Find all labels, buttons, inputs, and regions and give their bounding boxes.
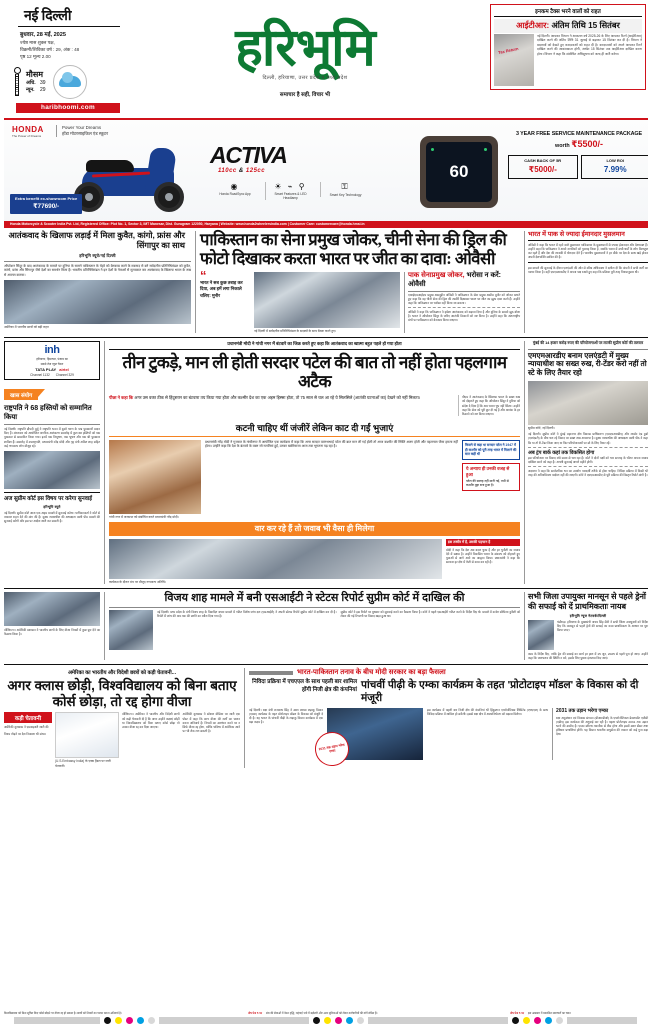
visa-headline: अगर क्लास छोड़ी, विश्वविद्यालय को बिना बताए कोर्स छोड़ा, तो रद्द होगा वीजा	[7, 678, 237, 709]
second-story-boxes	[462, 440, 520, 519]
weather-min-value: 29	[40, 87, 46, 94]
hindu-calendar-line: ज्येष्ठ मास शुक्ल पक्ष,	[20, 40, 55, 45]
supreme-court-photo	[528, 381, 648, 425]
red-box-body: पटेल की सलाह नहीं मानी गई, तभी से कश्मीर मुद्दा बना हुआ है।	[466, 479, 509, 488]
vijay-shah-photo	[109, 610, 153, 650]
vijay-shah-story[interactable]	[104, 592, 520, 660]
smart-key-icon: ⚿	[341, 182, 350, 191]
footer-jump-2[interactable]: शेष पेज 5 पर	[510, 1011, 524, 1015]
second-lead-story[interactable]	[104, 341, 520, 584]
delegation-group-photo	[254, 272, 400, 328]
masthead	[4, 0, 648, 116]
visa-kicker: अमेरिका का भारतीय और विदेशी छात्रों को कड़ी चेतावनी...	[67, 670, 177, 677]
registration-marks	[0, 1017, 652, 1024]
dth-channel-numbers	[7, 373, 97, 377]
footer-jump-1[interactable]: शेष पेज 5 पर	[248, 1011, 262, 1015]
masthead-logo-area	[124, 0, 486, 116]
honda-logo: HONDA The Power of Dreams	[12, 125, 44, 138]
nayab-col2: काम के निर्देश दिए, ताकि ड्रेन की सफाई का कार्य हर हाल में 15 जून, 2025 से पहले पूरा हो जाए। उन्होंने कहा कि जलभराव की स्थिति न बने, इसके लिए पुख्ता इंतजाम किए जाएं।	[528, 652, 648, 661]
amca-headline: पांचवीं पीढ़ी के एम्का कार्यक्रम के तहत 'प्रोटोटाइप मॉडल' के विकास को दी मंजूरी	[361, 679, 639, 704]
red-tag-label: इस तस्वीर में है, उसकी पहचान है	[446, 539, 520, 546]
amca-kicker: निविदा प्रक्रिया में एचएएल के साथ पहली बार शामिल होंगी निजी क्षेत्र की कंपनियां	[252, 679, 357, 693]
tax-return-form-photo	[494, 34, 534, 86]
third-section	[4, 588, 648, 660]
top-story-sub1-body: एआईएमआईएम प्रमुख असदुद्दीन ओवैसी ने पाकिस्तान के सेना प्रमुख असीम मुनीर को जोकर बताते हुए कहा कि वह चीनी सेना की ड्रिल की तस्वीरें दिखाकर भारत पर जीत का झूठा दावा करते हैं। उन्होंने कहा कि पाकिस्तान पर भरोसा नहीं किया जा सकता।	[408, 293, 520, 306]
visa-note1: अमेरिकी दूतावास ने एडवाइजरी जारी की	[4, 725, 49, 730]
airtel-channel: Channel 329	[55, 372, 74, 377]
honda-power-line: Power Your Dreams होंडा मोटरसाइकिल एंड स्कूटर	[56, 125, 108, 137]
ministers-group-photo	[109, 539, 442, 579]
top-story-kicker: आतंकवाद के खिलाफ लड़ाई में मिला कुवैत, कांगो, फ्रांस और सिंगापुर का साथ	[8, 231, 185, 250]
footer-copyright: इस अखबार में प्रकाशित समाचारों का चयन	[528, 1011, 571, 1015]
reg-dot-magenta	[126, 1017, 133, 1024]
nayab-saini-photo	[528, 620, 554, 650]
amca-side-body: रक्षा अनुसंधान एवं विकास संगठन (डीआरडीओ) के एयरोनॉटिकल डेवलपमेंट एजेंसी (एडीए) इस कार्यक्रम की अगुवाई कर रही है। पहला प्रोटोटाइप 2031 तक उड़ान भरने की उम्मीद है। एम्का स्टील्थ तकनीक से लैस होगा और इसमें उन्नत सेंसर तथा हथियार प्रणालियां होंगी। यह विमान भारतीय वायुसेना की ताकत को कई गुना बढ़ा देगा।	[556, 715, 648, 737]
reg-dot-yellow	[115, 1017, 122, 1024]
activa-offers	[508, 130, 648, 179]
instrument-cluster-image	[420, 136, 498, 208]
president-story-body: नई दिल्ली। राष्ट्रपति द्रौपदी मुर्मू ने राष्ट्रपति भवन में दूसरे चरण के पद्म पुरस्कारों प्रदान किए हैं। मंगलवार को आयोजित नागरिक अलंकरण समारोह में कुल 68 हस्तियों को पद्म पुरस्कार से सम्मानित किया गया। इनमें पद्म विभूषण, पद्म भूषण और पद्म श्री पुरस्कार शामिल हैं। समारोह में उपराष्ट्रपति, प्रधानमंत्री नरेंद्र मोदी और गृह मंत्री अमित शाह सहित कई गणमान्य लोग मौजूद रहे।	[4, 427, 100, 448]
honda-activa-advertisement[interactable]	[4, 118, 648, 228]
left-sidebar	[4, 341, 100, 584]
city-rule	[18, 26, 120, 27]
offer-headline: 3 YEAR FREE SERVICE MAINTENANCE PACKAGE	[515, 131, 643, 137]
nayab-col1: चंडीगढ़। हरियाणा के मुख्यमंत्री नायब सिंह सैनी ने सभी जिला उपायुक्तों को निर्देश दिए कि मानसून से पहले ड्रेनों की सफाई का काम प्राथमिकता के आधार पर पूरा किया जाए।	[557, 620, 648, 633]
itr-news-box[interactable]	[490, 4, 646, 90]
reg-dot-grey	[148, 1017, 155, 1024]
vijay-shah-col2: सुप्रीम कोर्ट ने इस रिपोर्ट पर बुधवार को सुनवाई करने का फैसला किया है। कोर्ट ने पहले एसआईटी गठित करने के निर्देश दिए थे। मामले में कर्नल सोफिया कुरैशी को लेकर की गई टिप्पणी पर विवाद खड़ा हुआ था।	[340, 610, 520, 619]
dth-brands	[7, 367, 97, 372]
second-story-orange-band: वार कर रहे हैं तो जवाब भी वैसा ही मिलेगा	[109, 522, 520, 536]
footer-text-1: विश्वविद्यालय को बिना सूचित किए कोर्स छोड़ने पर वीजा रद्द हो सकता है। छात्रों को नियमों का पालन करना अनिवार्य है।	[4, 1011, 122, 1015]
president-story-headline: राष्ट्रपति ने 68 हस्तियों को सम्मानित किया	[4, 404, 92, 421]
third-left-column: वॉशिंगटन। अमेरिकी प्रशासन ने भारतीय छात्रों के लिए वीजा नियमों में कुछ छूट देने का फैसला किया है।	[4, 592, 100, 660]
low-roi-offer-box: LOW ROI 7.99%	[581, 155, 649, 179]
activa-price-badge	[10, 194, 82, 214]
top-story-pullquote-wrap: “ भारत ने सब कुछ तबाह कर दिया, अब हमें लगा निकाले चलिए: मुनीर	[200, 272, 250, 333]
second-story-lead: पीछा ने कहा कि अगर उस वक्त ठीक से हिंदुस्तान का बंटवारा तय किया गया होता और कश्मीर देश का एक अहम हिस्सा होता, तो 75 साल से चल आ रहे ये सिलसिले (आतंकी घटनाओं का) देखने को नहीं मिलता।	[109, 395, 421, 401]
amca-col2: इस कार्यक्रम में पहली बार निजी क्षेत्र की कंपनियां भी हिंदुस्तान एयरोनॉटिक्स लिमिटेड (एचएएल) के साथ निविदा प्रक्रिया में शामिल हो सकेंगी। इससे रक्षा क्षेत्र में आत्मनिर्भरता को बढ़ावा मिलेगा।	[427, 707, 548, 716]
itr-body-wrap	[494, 34, 642, 86]
bottom-section	[4, 664, 648, 767]
modi-photo-wrap	[109, 440, 201, 519]
masthead-right	[486, 0, 648, 116]
middle-section	[4, 341, 648, 584]
second-story-bottom-text: इस तस्वीर में है, उसकी पहचान है मोदी ने कहा कि देश अब बदल चुका है और हर चुनौती का जवाब देने में सक्षम है। उन्होंने विकसित भारत के संकल्प को दोहराते हुए युवाओं से आगे आने का आह्वान किया। प्रधानमंत्री ने कहा कि सरकार हर क्षेत्र में तेजी से काम कर रही है।	[446, 539, 520, 565]
advertiser-legal-footer: Honda Motorcycle & Scooter India Pvt. Ltd, Registered Office: Plot No. 1, Sector 3, IMT Manesar, Dist. Gurugram 122050, Haryana | Website: www.honda2wheelersindia.com | Customer Care: customercare@honda.hmsi.in	[4, 221, 648, 228]
tata-play-channel: Channel 1132	[30, 372, 50, 377]
mmrda-story[interactable]	[524, 341, 648, 584]
mmrda-sub-body: इस परियोजना पर विवाद लंबे समय से चल रहा है। कोर्ट ने दोनों पक्षों को चार सप्ताह के भीतर अपना जवाब दाखिल करने को कहा है। अगली सुनवाई अगले महीने होगी।	[528, 455, 648, 464]
volume-issue-line: विक्रमी/शिविका वर्ष : 29, अंक : 48	[20, 46, 80, 52]
top-story-pullquote: भारत ने सब कुछ तबाह कर दिया, अब हमें लगा निकाले चलिए: मुनीर	[200, 280, 243, 298]
edition-city: नई दिल्ली	[24, 7, 72, 23]
activa-feature-icons	[210, 182, 366, 200]
price-value: ₹77690/-	[33, 203, 60, 211]
weather-min-label: न्यून.	[26, 87, 35, 94]
itr-headline-rest: अंतिम तिथि 15 सितंबर	[551, 21, 620, 30]
amca-banner: भारत-पाकिस्तान तनाव के बीच मोदी सरकार का बड़ा फैसला	[297, 669, 446, 677]
pages-price-line: पृष्ठ 12 मूल्य 2.00	[20, 53, 51, 59]
weather-max-label: अधि.	[26, 79, 36, 86]
top-story-byline: हरिभूमि ब्यूरो/नई दिल्ली	[79, 253, 116, 258]
honda-tagline: The Power of Dreams	[12, 134, 42, 138]
price-label: Extra benefit ex-showroom Price	[15, 196, 78, 202]
second-story-col1: प्रधानमंत्री नरेंद्र मोदी ने गुजरात के गांधीनगर में आयोजित एक कार्यक्रम में कहा कि अगर सरदार वल्लभभाई पटेल की बात मान ली गई होती तो आज कश्मीर की स्थिति अलग होती और पहलगाम जैसा हमला नहीं होता। उन्होंने कहा कि देश के बंटवारे के वक्त जो गलतियां हुईं, उनका खामियाजा आज तक भुगतना पड़ रहा है।	[205, 439, 458, 449]
logo-tagline: समाचार है सही, विचार भी	[279, 92, 331, 99]
publication-date: बुधवार, 28 मई, 2025	[20, 32, 67, 38]
itr-kicker: इनकम टैक्स भरने वालों को राहत	[494, 7, 642, 17]
mmrda-kicker: मुंबई की 14 हजार करोड़ रुपए की परियोजनाओं पर लटकी सुप्रीम कोर्ट की तलवार	[532, 341, 644, 346]
top-story-main	[200, 231, 520, 333]
top-story-sub-column	[404, 272, 520, 333]
page-footer	[0, 1011, 652, 1033]
top-story-photo-caption: नई दिल्ली में सर्वदलीय प्रतिनिधिमंडल के सदस्यों के साथ बैठक करते हुए।	[254, 329, 337, 334]
weather-values	[26, 80, 46, 95]
top-story-section[interactable]	[4, 231, 648, 338]
mmrda-body2: अदालत ने कहा कि सार्वजनिक धन का उपयोग पारदर्शी तरीके से होना चाहिए। निविदा प्रक्रिया में किसी भी तरह की अनियमितता बर्दाश्त नहीं की जाएगी। कोर्ट ने एमएमआरडीए से पूरी प्रक्रिया की विस्तृत रिपोर्ट मांगी है।	[528, 468, 648, 478]
top-story-right-column	[524, 231, 648, 333]
left-small-photo	[4, 592, 100, 626]
feature-smart: ☀ ⌁ ⚲ Smart Features & LED Headlamp	[265, 182, 311, 200]
offer-boxes	[508, 155, 648, 179]
cloud-icon	[53, 65, 87, 99]
us-embassy-post-photo	[55, 712, 119, 758]
visa-col1: वॉशिंगटन। अमेरिका ने भारतीय और विदेशी छात्रों को कड़ी चेतावनी दी है कि अगर उन्होंने कक्षाएं छोड़ीं या विश्वविद्यालय को बिना बताए कोर्स छोड़ा तो उनका वीजा रद्द कर दिया जाएगा।	[122, 712, 180, 729]
activa-variants: 110cc & 125cc	[218, 168, 266, 174]
nayab-saini-story[interactable]	[524, 592, 648, 660]
ministers-photo-caption: कार्यक्रम के दौरान मंच पर मौजूद गणमान्य अतिथि।	[109, 579, 167, 584]
visa-col2: अमेरिकी दूतावास ने सोशल मीडिया पर जारी एक पोस्ट में कहा कि छात्र वीजा की शर्तों का पालन करना अनिवार्य है। नियमों का उल्लंघन करने पर न सिर्फ वीजा रद्द होगा, बल्कि भविष्य में अमेरिका आने पर भी रोक लग सकती है।	[182, 712, 240, 733]
vijay-shah-col1: नई दिल्ली। मध्य प्रदेश के मंत्री विजय शाह के विवादित बयान मामले में गठित विशेष जांच दल (एसआईटी) ने अपनी स्टेटस रिपोर्ट सुप्रीम कोर्ट में दाखिल कर दी है। रिपोर्ट में जांच की अब तक की प्रगति का ब्यौरा दिया गया है।	[157, 610, 337, 619]
masthead-left	[4, 0, 124, 116]
weather-widget	[10, 65, 120, 99]
blue-fact-box: किसने से कहा था सरदार पटेल ने 1947 में ही कश्मीर को पूरी तरह भारत में मिलाने की बात कही थी	[462, 440, 520, 460]
cluster-speed-value: 60	[449, 162, 469, 181]
muslim-story-body: ओवैसी ने कहा कि भारत में रहने वाले मुसलमान पाकिस्तान के मुसलमानों से ज्यादा ईमानदार और देशभक्त हैं। उन्होंने कहा कि पाकिस्तान ने अपने नागरिकों को गुमराह किया है, जबकि भारत में सभी धर्मों के लोग मिलजुल कर रहते हैं और देश की तरक्की में योगदान देते हैं। भारतीय मुसलमानों ने हर मौके पर देश के साथ खड़े होकर अपनी देशभक्ति साबित की है।	[528, 243, 648, 260]
website-url[interactable]: haribhoomi.com	[16, 103, 120, 113]
footer-text-2: संघ की सेवाओं में वेतन वृद्धि, महंगाई भत्ते में बढ़ोतरी और अन्य सुविधाओं को लेकर कर्मचारियों की मांगें लंबित हैं।	[266, 1011, 378, 1015]
special-section-tab[interactable]: खास संयोग	[4, 389, 38, 400]
sc-hearing-body: नई दिल्ली। सुप्रीम कोर्ट आज एक अहम मामले में सुनवाई करेगा। याचिकाकर्ता ने कोर्ट से तत्काल राहत देने की मांग की है। मुख्य न्यायाधीश की अध्यक्षता वाली पीठ मामले की सुनवाई करेगी और इस पर आदेश जारी कर सकती है।	[4, 510, 100, 523]
nayab-byline: हरिभूमि न्यूज नेटवर्क/दिल्ली	[569, 614, 607, 619]
activa-wordmark: ACTIVA	[210, 142, 287, 168]
second-story-band: कटनी चाहिए थीं जंजीरें लेकिन काट दी गईं भुजाएं	[109, 419, 520, 437]
second-story-kicker: प्रधानमंत्री मोदी ने गांधी नगर में बंटवारे का जिक्र करते हुए कहा कि आतंकवाद का खात्मा बहुत पहले हो गया होता	[109, 341, 520, 350]
itr-body-text: नई दिल्ली। आयकर विभाग ने आकलन वर्ष 2025-26 के लिए आयकर रिटर्न (आईटीआर) दाखिल करने की अंतिम तिथि 31 जुलाई से बढ़ाकर 15 सितंबर कर दी है। विभाग ने बदलावों को देखते हुए करदाताओं को राहत दी है। करदाताओं को अपने आयकर रिटर्न दाखिल करने की आवश्यकता होगी, अर्थात 15 सितंबर तक आईटीआर दाखिल करना होगा। विभाग ने कहा कि संशोधित अधिसूचना को जल्द ही जारी करेगा।	[537, 34, 642, 56]
nayab-headline: सभी जिला उपायुक्त मानसून से पहले ड्रेनों की सफाई को दें प्राथमिकताः नायब	[528, 592, 646, 611]
decorative-bar	[249, 671, 293, 675]
roadsync-icon: ◉	[230, 182, 240, 191]
visa-story[interactable]	[4, 668, 240, 767]
logo-editions-line: दिल्ली, हरियाणा, उत्तर प्रदेश व मध्य प्रदेश	[262, 75, 348, 82]
variant-110: 110cc	[218, 168, 237, 174]
inh-tagline: हरियाणा, हिमाचल, पंजाब का सबसे तेज़ न्यूज़ चैनल	[36, 357, 68, 366]
amca-col1: नई दिल्ली। रक्षा मंत्री राजनाथ सिंह ने उन्नत मध्यम लड़ाकू विमान (एम्का) कार्यक्रम के तहत प्रोटोटाइप मॉडल के विकास को मंजूरी दे दी है। यह भारत के पांचवीं पीढ़ी के लड़ाकू विमान कार्यक्रम में एक बड़ा कदम है।	[249, 707, 323, 724]
right-extra-body: इस मामले की सुनवाई के दौरान एलएंडटी की ओर से वरिष्ठ अधिवक्ता ने दलील दी कि कंपनी ने सभी शर्तों का पालन किया है। वहीं एमएमआरडीए ने अपना पक्ष रखते हुए कहा कि प्रक्रिया पूरी तरह नियमानुसार थी।	[528, 266, 648, 275]
embassy-photo-caption: (U.S.Embassy India) के एक्स हैंडल पर जारी चेतावनी।	[55, 759, 111, 768]
top-story-headline: पाकिस्तान का सेना प्रमुख जोकर, चीनी सेना की ड्रिल की फोटो दिखाकर करता भारत पर जीत का दावा: ओवैसी	[200, 230, 507, 268]
top-story-sub1-headline: पाक सेनाप्रमुख जोकर, भरोसा न करें: ओवैसी	[408, 272, 502, 288]
top-story-kicker-body: ऑपरेशन सिंदूर के बाद आतंकवाद के मामले पर दुनिया के सामने पाकिस्तान के चेहरे को बेनकाब करने के मकसद से बने सर्वदलीय प्रतिनिधिमंडल को कुवैत, कांगो, फ्रांस और सिंगापुर जैसे देशों का समर्थन मिला है। भारतीय प्रतिनिधिमंडल ने इन देशों के नेताओं से मुलाकात कर आतंकवाद के खिलाफ भारत के रुख से अवगत कराया।	[4, 264, 191, 277]
itr-headline	[494, 19, 642, 33]
reg-dot-black	[104, 1017, 111, 1024]
court-photo-caption: सुप्रीम कोर्ट, नई दिल्ली।	[528, 426, 555, 431]
newspaper-logo: हरिभूमि	[235, 19, 375, 77]
thermometer-icon	[14, 67, 23, 96]
feature-smartkey: ⚿ Smart Key Technology	[320, 182, 366, 197]
president-award-photo	[4, 280, 191, 324]
cashback-offer-box: CASH BACK OF 5R ₹5000/-	[508, 155, 578, 179]
top-story-left-column	[4, 231, 196, 333]
amca-stamp: 2031 तक उड़ान भरेगा एम्का	[312, 729, 351, 768]
edition-meta	[10, 40, 120, 61]
activa-scooter-image	[66, 146, 196, 212]
second-story-headline: तीन टुकड़े, मान ली होती सरदार पटेल की बात तो नहीं होता पहलगाम अटैक	[122, 352, 507, 392]
mmrda-sub-headline: अब ट्रंप बार्क कहां तक विकसित होगा	[528, 449, 595, 456]
itr-headline-red: आईटीआर:	[516, 21, 550, 30]
weather-label: मौसम	[26, 69, 44, 79]
visa-note2: नियम तोड़ने पर देश निकाला भी संभव	[4, 731, 46, 736]
modi-photo-caption: गांधी नगर में जनसभा को संबोधित करते प्रधानमंत्री नरेंद्र मोदी।	[109, 514, 179, 519]
president-ceremony-photo	[4, 451, 100, 489]
sc-hearing-byline: हरिभूमि ब्यूरो	[43, 505, 61, 510]
inh-channel-advertisement[interactable]	[4, 341, 100, 379]
modi-speech-photo	[109, 440, 201, 514]
reg-dot-cyan	[137, 1017, 144, 1024]
amca-side-headline: 2031 तक उड़ान भरेगा एम्का	[556, 707, 609, 714]
offer-worth: worth ₹5500/-	[555, 139, 603, 149]
variant-125: 125cc	[245, 168, 266, 174]
mmrda-headline: एमएमआरडीए बनाम एलएंडटी में मुख्य न्यायाधीश का सख्त रुख, री-टेंडर करो नहीं तो स्टे के लिए तैयार रहो	[528, 350, 647, 378]
muslim-story-headline: भारत में पाक से ज्यादा ईमानदार मुसलमान	[528, 231, 648, 241]
sc-hearing-headline: अज सुप्रीम कोर्ट इस विषय पर करेगा सुनवाई	[4, 495, 93, 502]
mmrda-body1: नई दिल्ली। सुप्रीम कोर्ट ने मुंबई महानगर क्षेत्र विकास प्राधिकरण (एमएमआरडीए) और लार्सन एंड टुब्रो (एलएंडटी) के बीच चल रहे विवाद पर सख्त रुख अपनाया है। मुख्य न्यायाधीश की अध्यक्षता वाली पीठ ने कहा कि या तो री-टेंडर किया जाए या फिर परियोजनाओं पर स्टे के लिए तैयार रहें।	[528, 432, 648, 445]
amca-story[interactable]	[244, 668, 648, 767]
weather-max-value: 39	[40, 79, 46, 86]
red-box-headline: ये अन्याय ही उनकी वजह से हुआ	[466, 466, 510, 478]
inh-logo: inh	[44, 344, 60, 357]
visa-warning-flag: कड़ी चेतावनी	[4, 712, 52, 723]
second-story-side-note: पीएम ने आतंकवाद के खिलाफ भारत के सख्त रुख को दोहराते हुए कहा कि ऑपरेशन सिंदूर ने दुनिया को संदेश दे दिया है कि अब भारत चुप नहीं बैठेगा। उन्होंने कहा कि सेना को पूरी छूट दी गई है और आतंक के हर ठिकाने को नष्ट किया जाएगा।	[458, 395, 520, 415]
tata-play-label: TATA PLAY	[35, 366, 57, 372]
bluetooth-icon: ☀ ⌁ ⚲	[274, 182, 307, 191]
airtel-label: airtel	[59, 366, 69, 372]
top-story-sub2-body: ओवैसी ने कहा कि पाकिस्तान ने हमेशा आतंकवाद को बढ़ावा दिया है और दुनिया के सामने झूठ बोला है। भारत ने ऑपरेशन सिंदूर के जरिए आतंकी ठिकानों को नष्ट किया है। उन्होंने कहा कि अंतरराष्ट्रीय मंचों पर पाकिस्तान को बेनकाब किया जाएगा।	[408, 310, 520, 323]
left-photo-caption: अमेरिका में भारतीय छात्रों को बड़ी राहत	[4, 325, 49, 330]
vijay-shah-headline: विजय शाह मामले में बनी एसआईटी ने स्टेटस रिपोर्ट सुप्रीम कोर्ट में दाखिल की	[164, 592, 465, 605]
feature-roadsync: ◉ Honda RoadSync App	[210, 182, 256, 196]
